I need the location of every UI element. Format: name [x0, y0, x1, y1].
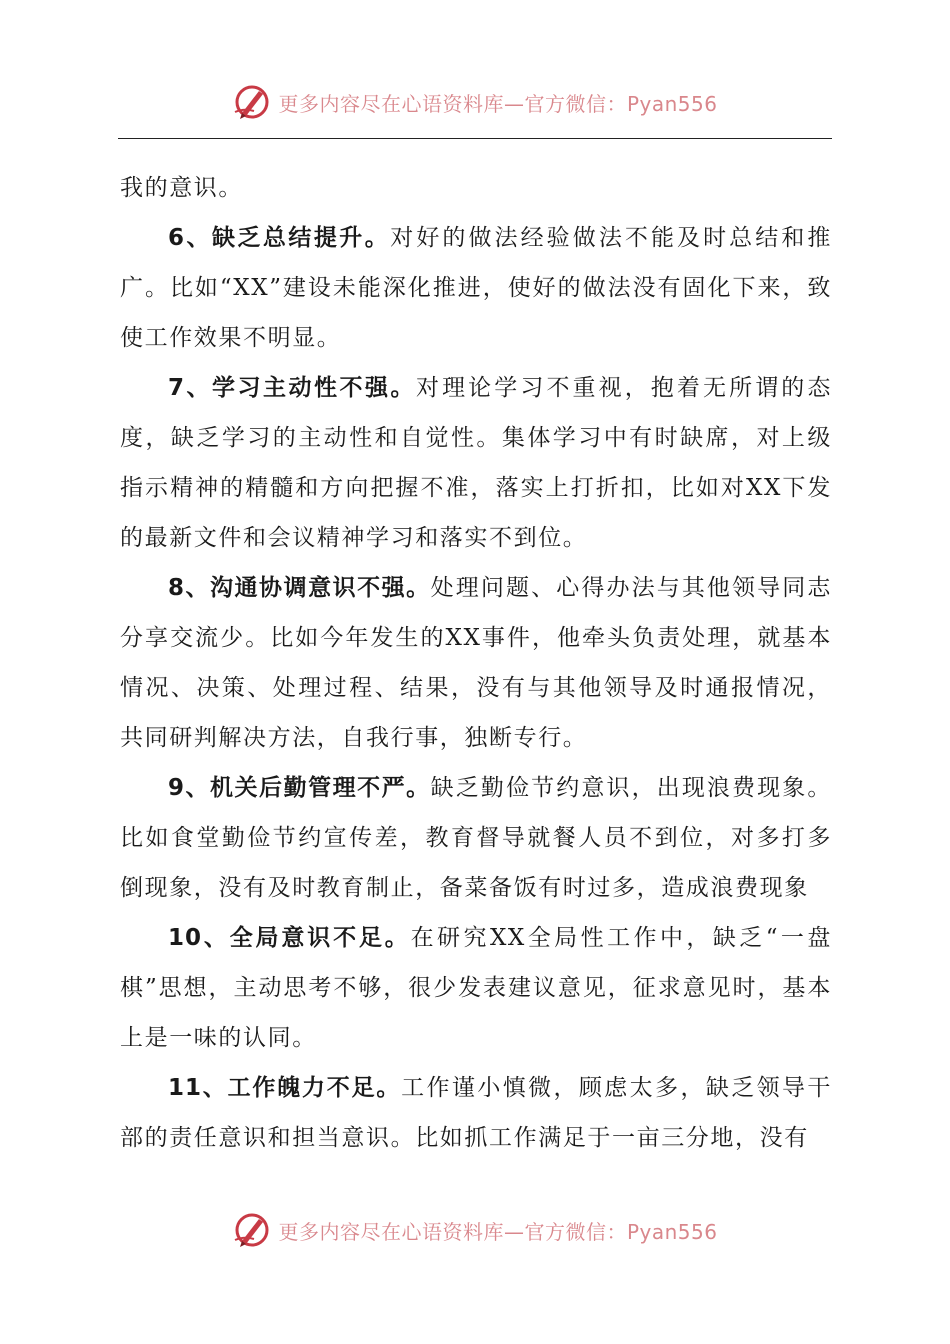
header-divider [118, 138, 832, 139]
paragraph-body: 工作谨小慎微，顾虑太多，缺乏领导干部的责任意识和担当意识。比如抓工作满足于一亩三分地，没有 [120, 1075, 833, 1151]
paragraph-body: 对理论学习不重视，抱着无所谓的态度，缺乏学习的主动性和自觉性。集体学习中有时缺席，对上级指示精神的精髓和方向把握不准，落实上打折扣，比如对XX下发的最新文件和会议精神学习和落实不到位。 [120, 375, 832, 551]
paragraph [120, 763, 832, 913]
paragraph-heading: 10、全局意识不足。 [168, 925, 411, 951]
pen-circle-logo-icon [232, 1210, 272, 1250]
paragraph [120, 213, 832, 363]
paragraph-heading: 9、机关后勤管理不严。 [168, 775, 431, 801]
footer-banner [0, 1208, 950, 1252]
paragraph-body: 处理问题、心得办法与其他领导同志分享交流少。比如今年发生的XX事件，他牵头负责处理，就基本情况、决策、处理过程、结果，没有与其他领导及时通报情况，共同研判解决方法，自我行事，独断专行。 [120, 575, 832, 751]
paragraph [120, 363, 832, 563]
paragraph-body: 在研究XX全局性工作中，缺乏“一盘棋”思想，主动思考不够，很少发表建议意见，征求意见时，基本上是一味的认同。 [120, 925, 832, 1051]
header-banner [0, 80, 950, 124]
paragraph-body: 对好的做法经验做法不能及时总结和推广。比如“XX”建设未能深化推进，使好的做法没有固化下来，致使工作效果不明显。 [120, 225, 832, 351]
paragraph-body: 缺乏勤俭节约意识，出现浪费现象。比如食堂勤俭节约宣传差，教育督导就餐人员不到位，对多打多倒现象，没有及时教育制止，备菜备饭有时过多，造成浪费现象 [120, 775, 832, 901]
document-body [120, 163, 832, 1163]
paragraph [120, 913, 832, 1063]
header-banner-text: 更多内容尽在心语资料库—官方微信：Pyan556 [278, 91, 718, 116]
paragraph-heading: 11、工作魄力不足。 [168, 1075, 402, 1101]
paragraph [120, 563, 832, 763]
paragraph-body: 我的意识。 [120, 175, 243, 201]
paragraph [120, 1063, 832, 1163]
paragraph-heading: 6、缺乏总结提升。 [168, 225, 391, 251]
paragraph-heading: 8、沟通协调意识不强。 [168, 575, 431, 601]
paragraph-heading: 7、学习主动性不强。 [168, 375, 416, 401]
paragraph [120, 163, 832, 213]
pen-circle-logo-icon [232, 82, 272, 122]
footer-banner-text: 更多内容尽在心语资料库—官方微信：Pyan556 [278, 1219, 718, 1244]
